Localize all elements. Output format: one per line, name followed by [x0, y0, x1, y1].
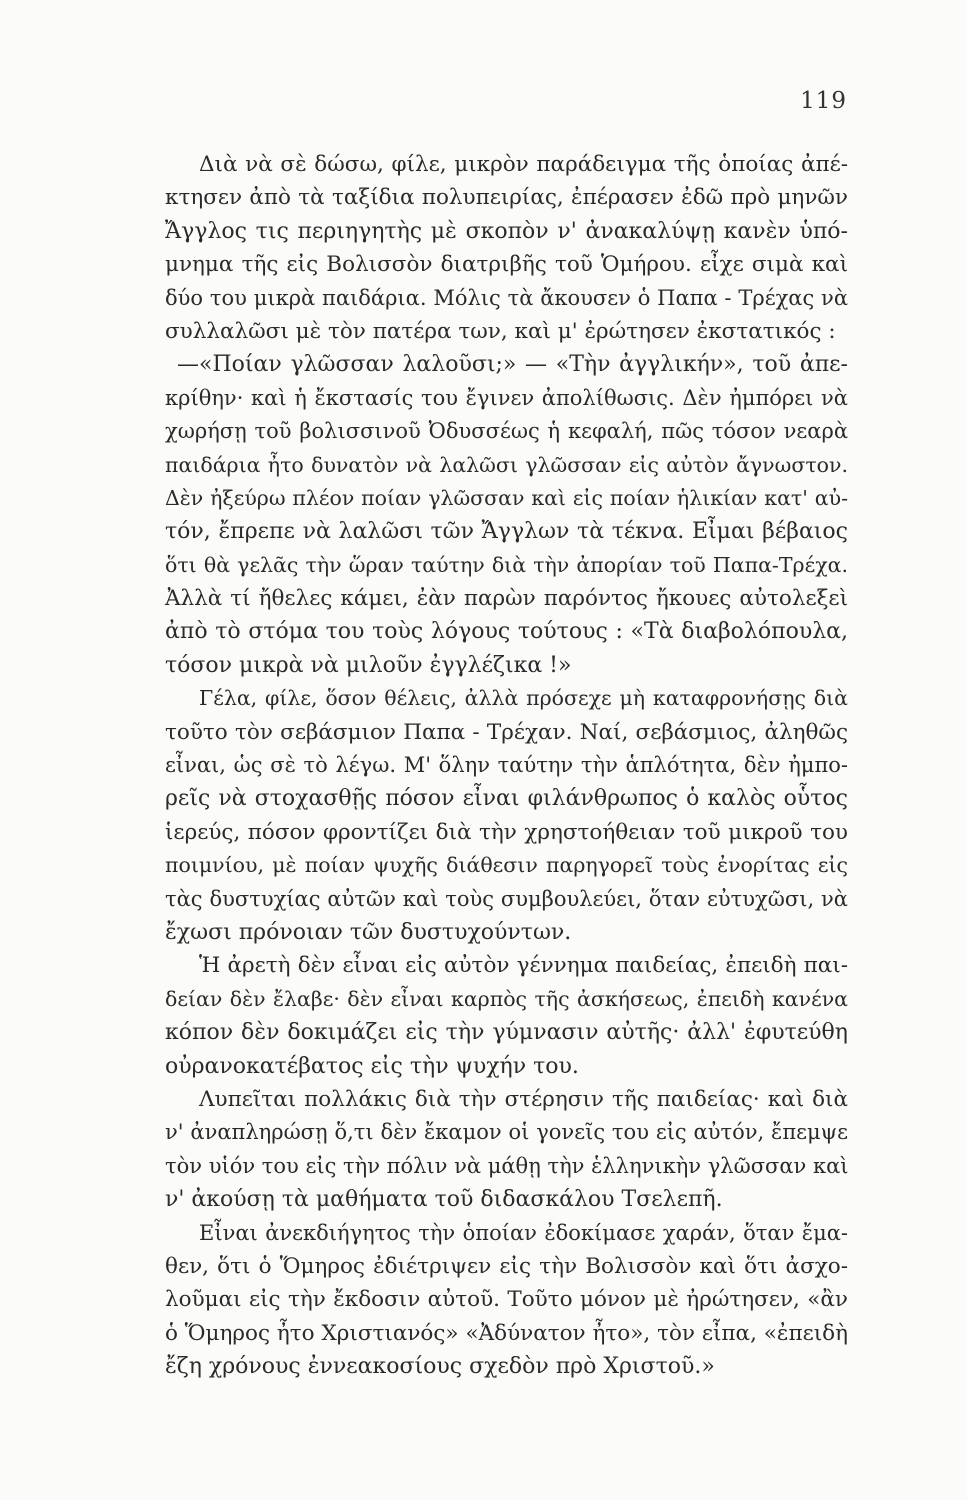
text-line: τοῦτο τὸν σεβάσμιον Παπα - Τρέχαν. Ναί, σεβάσμιος, ἀληθῶς: [165, 719, 848, 745]
text-line: ρεῖς νὰ στοχασθῇς πόσον εἶναι φιλάνθρωπος ὁ καλὸς οὗτος: [165, 786, 848, 812]
text-line: Λυπεῖται πολλάκις διὰ τὴν στέρησιν τῆς παιδείας· καὶ διὰ: [199, 1086, 848, 1112]
text-line: συλλαλῶσι μὲ τὸν πατέρα των, καὶ μ' ἐρώτησεν ἐκστατικός :: [165, 318, 836, 344]
text-line: ἀπὸ τὸ στόμα του τοὺς λόγους τούτους : «Τὰ διαβολόπουλα,: [165, 619, 848, 645]
text-line: παιδάρια ἦτο δυνατὸν νὰ λαλῶσι γλῶσσαν εἰς αὐτὸν ἄγνωστον.: [165, 452, 848, 477]
text-line: οὐρανοκατέβατος εἰς τὴν ψυχήν του.: [165, 1053, 579, 1079]
text-line: θεν, ὅτι ὁ Ὅμηρος ἐδιέτριψεν εἰς τὴν Βολισσὸν καὶ ὅτι ἀσχο-: [165, 1253, 848, 1279]
text-line: τὰς δυστυχίας αὐτῶν καὶ τοὺς συμβουλεύει, ὅταν εὐτυχῶσι, νὰ: [165, 886, 848, 911]
text-line: τὸν υἱόν του εἰς τὴν πόλιν νὰ μάθῃ τὴν ἑλληνικὴν γλῶσσαν καὶ: [165, 1153, 849, 1178]
text-line: κτησεν ἀπὸ τὰ ταξίδια πολυπειρίας, ἐπέρασεν ἐδῶ πρὸ μηνῶν: [165, 185, 848, 211]
text-line: δύο του μικρὰ παιδάρια. Μόλις τὰ ἄκουσεν ὁ Παπα - Τρέχας νὰ: [165, 285, 848, 310]
text-line: ν' ἀναπληρώσῃ ὅ,τι δὲν ἔκαμον οἱ γονεῖς του εἰς αὐτόν, ἔπεμψε: [165, 1120, 848, 1145]
text-line: μνημα τῆς εἰς Βολισσὸν διατριβῆς τοῦ Ὁμήρου. εἶχε σιμὰ καὶ: [165, 252, 848, 278]
text-line: ἔχωσι πρόνοιαν τῶν δυστυχούντων.: [165, 919, 572, 945]
text-line: λοῦμαι εἰς τὴν ἔκδοσιν αὐτοῦ. Τοῦτο μόνον μὲ ἠρώτησεν, «ἂν: [165, 1287, 848, 1313]
text-line: ὅτι θὰ γελᾶς τὴν ὥραν ταύτην διὰ τὴν ἀπορίαν τοῦ Παπα-Τρέχα.: [165, 552, 848, 577]
text-line: τόσον μικρὰ νὰ μιλοῦν ἐγγλέζικα !»: [165, 652, 572, 678]
body-text: [165, 148, 848, 1383]
text-line: δείαν δὲν ἔλαβε· δὲν εἶναι καρπὸς τῆς ἀσκήσεως, ἐπειδὴ κανένα: [165, 986, 848, 1011]
text-line: ποιμνίου, μὲ ποίαν ψυχῆς διάθεσιν παρηγορεῖ τοὺς ἐνορίτας εἰς: [165, 853, 848, 878]
text-line: ἱερεύς, πόσον φροντίζει διὰ τὴν χρηστοήθειαν τοῦ μικροῦ του: [165, 819, 848, 845]
text-line: Ἀλλὰ τί ἤθελες κάμει, ἐὰν παρὼν παρόντος ἤκουες αὐτολεξεὶ: [165, 586, 848, 612]
text-line: ν' ἀκούσῃ τὰ μαθήματα τοῦ διδασκάλου Τσελεπῆ.: [165, 1187, 723, 1213]
text-line: ὁ Ὅμηρος ἦτο Χριστιανός» «Ἀδύνατον ἦτο», τὸν εἶπα, «ἐπειδὴ: [165, 1320, 848, 1346]
text-line: Ἄγγλος τις περιηγητὴς μὲ σκοπὸν ν' ἀνακαλύψῃ κανὲν ὑπό-: [165, 218, 848, 244]
text-line: —«Ποίαν γλῶσσαν λαλοῦσι;» — «Τὴν ἀγγλικήν», τοῦ ἀπε-: [177, 352, 848, 378]
text-line: Διὰ νὰ σὲ δώσω, φίλε, μικρὸν παράδειγμα τῆς ὁποίας ἀπέ-: [199, 152, 848, 177]
text-line: Ἡ ἀρετὴ δὲν εἶναι εἰς αὐτὸν γέννημα παιδείας, ἐπειδὴ παι-: [199, 953, 848, 979]
text-line: ἔζη χρόνους ἐννεακοσίους σχεδὸν πρὸ Χριστοῦ.»: [165, 1354, 715, 1380]
text-line: Δὲν ἠξεύρω πλέον ποίαν γλῶσσαν καὶ εἰς ποίαν ἡλικίαν κατ' αὐ-: [165, 485, 848, 510]
text-line: κρίθην· καὶ ἡ ἔκστασίς του ἔγινεν ἀπολίθωσις. Δὲν ἠμπόρει νὰ: [165, 385, 848, 410]
page-number: 119: [800, 88, 847, 114]
text-line: κόπον δὲν δοκιμάζει εἰς τὴν γύμνασιν αὐτῆς· ἀλλ' ἐφυτεύθη: [165, 1020, 848, 1046]
text-line: χωρήσῃ τοῦ βολισσινοῦ Ὀδυσσέως ἡ κεφαλή, πῶς τόσον νεαρὰ: [165, 419, 848, 444]
text-line: εἶναι, ὡς σὲ τὸ λέγω. Μ' ὅλην ταύτην τὴν ἁπλότητα, δὲν ἠμπο-: [165, 753, 848, 778]
text-line: Γέλα, φίλε, ὅσον θέλεις, ἀλλὰ πρόσεχε μὴ καταφρονήσῃς διὰ: [199, 686, 848, 711]
text-line: Εἶναι ἀνεκδιήγητος τὴν ὁποίαν ἐδοκίμασε χαράν, ὅταν ἔμα-: [199, 1220, 848, 1245]
text-line: τόν, ἔπρεπε νὰ λαλῶσι τῶν Ἄγγλων τὰ τέκνα. Εἶμαι βέβαιος: [165, 519, 848, 545]
